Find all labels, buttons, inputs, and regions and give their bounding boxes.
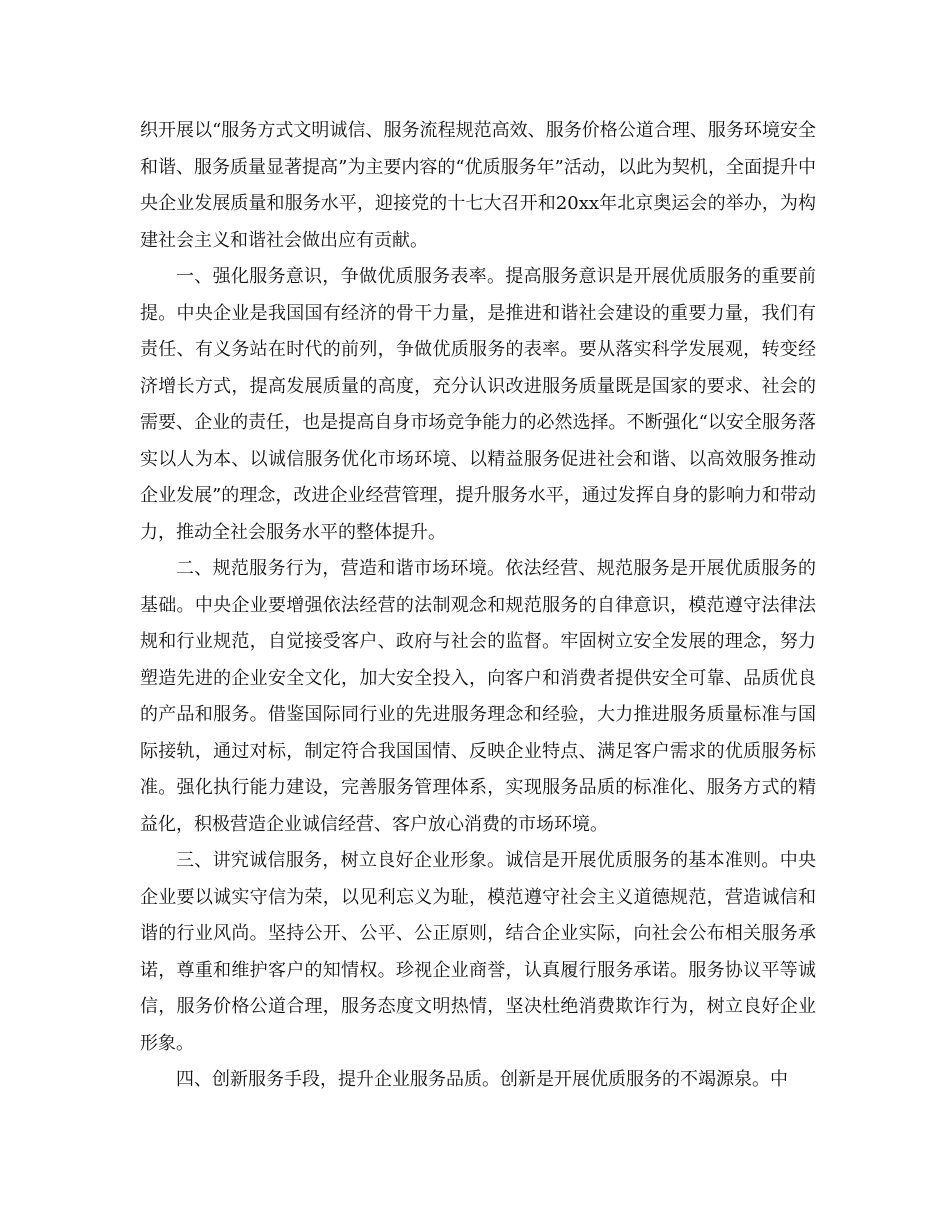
paragraph-section-1: 一、强化服务意识，争做优质服务表率。提高服务意识是开展优质服务的重要前提。中央企业是我国国有经济的骨干力量，是推进和谐社会建设的重要力量，我们有责任、有义务站在时代的前列，争做优质服务的表率。要从落实科学发展观，转变经济增长方式，提高发展质量的高度，充分认识改进服务质量既是国家的要求、社会的需要、企业的责任，也是提高自身市场竞争能力的必然选择。不断强化“以安全服务落实以人为本、以诚信服务优化市场环境、以精益服务促进社会和谐、以高效服务推动企业发展”的理念，改进企业经营管理，提升服务水平，通过发挥自身的影响力和带动力，推动全社会服务水平的整体提升。 [140, 266, 816, 543]
paragraph-section-2: 二、规范服务行为，营造和谐市场环境。依法经营、规范服务是开展优质服务的基础。中央企业要增强依法经营的法制观念和规范服务的自律意识，模范遵守法律法规和行业规范，自觉接受客户、政府与社会的监督。牢固树立安全发展的理念，努力塑造先进的企业安全文化，加大安全投入，向客户和消费者提供安全可靠、品质优良的产品和服务。借鉴国际同行业的先进服务理念和经验，大力推进服务质量标准与国际接轨，通过对标，制定符合我国国情、反映企业特点、满足客户需求的优质服务标准。强化执行能力建设，完善服务管理体系，实现服务品质的标准化、服务方式的精益化，积极营造企业诚信经营、客户放心消费的市场环境。 [140, 558, 816, 835]
paragraph-section-4: 四、创新服务手段，提升企业服务品质。创新是开展优质服务的不竭源泉。中 [176, 1069, 788, 1090]
paragraph-intro: 织开展以“服务方式文明诚信、服务流程规范高效、服务价格公道合理、服务环境安全和谐、服务质量显著提高”为主要内容的“优质服务年”活动，以此为契机，全面提升中央企业发展质量和服务水平，迎接党的十七大召开和20xx年北京奥运会的举办，为构建社会主义和谐社会做出应有贡献。 [140, 120, 816, 251]
paragraph-section-3: 三、讲究诚信服务，树立良好企业形象。诚信是开展优质服务的基本准则。中央企业要以诚实守信为荣，以见利忘义为耻，模范遵守社会主义道德规范，营造诚信和谐的行业风尚。坚持公开、公平、公正原则，结合企业实际，向社会公布相关服务承诺，尊重和维护客户的知情权。珍视企业商誉，认真履行服务承诺。服务协议平等诚信，服务价格公道合理，服务态度文明热情，坚决杜绝消费欺诈行为，树立良好企业形象。 [140, 850, 816, 1054]
document-body [140, 113, 816, 1099]
